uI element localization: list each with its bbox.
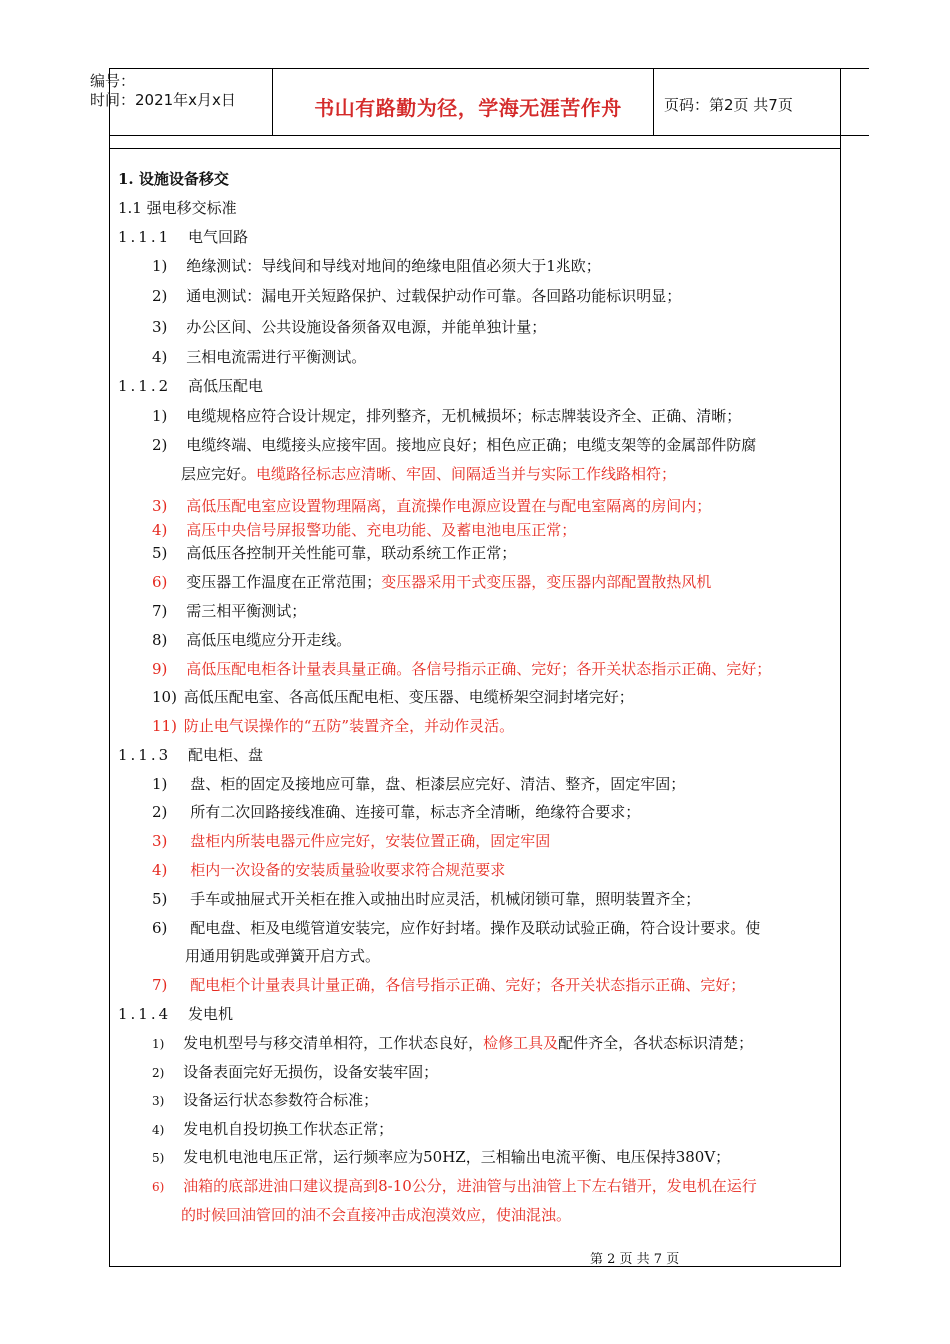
list-item-continuation: 用通用钥匙或弹簧开启方式。 <box>185 947 381 965</box>
item-number: 4) <box>152 348 168 366</box>
list-item <box>152 801 640 822</box>
list-item <box>152 1175 757 1196</box>
item-number: 6) <box>152 1180 165 1194</box>
item-text-red: 检修工具及 <box>483 1034 559 1052</box>
list-item <box>152 859 505 880</box>
item-number: 7) <box>152 602 168 620</box>
item-text: 设备表面完好无损伤，设备安装牢固； <box>183 1063 439 1081</box>
item-text: 高低压配电室、各高低压配电柜、变压器、电缆桥架空洞封堵完好； <box>183 688 634 706</box>
list-item <box>152 686 634 707</box>
list-item <box>152 405 741 426</box>
subsection-1-1: 1.1 强电移交标准 <box>118 199 237 217</box>
list-item <box>152 542 516 563</box>
item-number: 2) <box>152 803 168 821</box>
heading-number: 1.1.1 <box>118 228 172 246</box>
list-item-continuation: 的时候回油管回的油不会直接冲击成泡漠效应，使油混浊。 <box>181 1206 572 1224</box>
list-item <box>152 1118 393 1139</box>
item-text: 高压中央信号屏报警功能、充电功能、及蓄电池电压正常； <box>186 521 577 539</box>
list-item-continuation <box>181 463 676 484</box>
item-text: 电缆规格应符合设计规定，排列整齐，无机械损坏；标志牌装设齐全、正确、清晰； <box>186 407 742 425</box>
heading-text: 电气回路 <box>187 228 248 246</box>
item-number: 5) <box>152 544 168 562</box>
item-text: 发电机电池电压正常，运行频率应为50HZ，三相输出电流平衡、电压保持380V； <box>183 1148 731 1166</box>
list-item <box>152 346 366 367</box>
item-text: 变压器工作温度在正常范围； <box>186 573 382 591</box>
list-item <box>152 519 576 540</box>
item-text: 层应完好。 <box>181 465 257 483</box>
page-footer: 第 2 页 共 7 页 <box>590 1252 680 1267</box>
item-number: 4) <box>152 521 168 539</box>
section-title: 1. 设施设备移交 <box>118 170 229 188</box>
item-number: 4) <box>152 861 168 879</box>
list-item <box>152 773 685 794</box>
list-item <box>152 830 550 851</box>
heading-text: 高低压配电 <box>187 377 263 395</box>
item-text: 配电盘、柜及电缆管道安装完，应作好封堵。操作及联动试验正确，符合设计要求。使 <box>190 919 761 937</box>
heading-number: 1.1.4 <box>118 1005 172 1023</box>
list-item <box>152 974 745 995</box>
item-text: 盘柜内所装电器元件应完好，安装位置正确，固定牢固 <box>190 832 551 850</box>
item-text: 设备运行状态参数符合标准； <box>183 1091 379 1109</box>
header-meta <box>90 72 236 110</box>
list-item <box>152 629 351 650</box>
heading-1-1-3 <box>118 744 263 765</box>
item-text: 所有二次回路接线准确、连接可靠，标志齐全清晰，绝缘符合要求； <box>190 803 641 821</box>
item-number: 2) <box>152 436 168 454</box>
item-number: 8) <box>152 631 168 649</box>
item-text: 发电机型号与移交清单相符，工作状态良好， <box>183 1034 484 1052</box>
list-item <box>152 600 306 621</box>
list-item <box>152 1146 730 1167</box>
item-number: 9) <box>152 660 168 678</box>
heading-number: 1.1.3 <box>118 746 172 764</box>
list-item <box>152 316 546 337</box>
item-text: 柜内一次设备的安装质量验收要求符合规范要求 <box>190 861 506 879</box>
item-number: 3) <box>152 1094 165 1108</box>
header-motto: 书山有路勤为径，学海无涯苦作舟 <box>314 96 622 120</box>
item-number: 7) <box>152 976 168 994</box>
list-item <box>152 285 681 306</box>
list-item <box>152 917 760 938</box>
item-text: 配电柜个计量表具计量正确，各信号指示正确、完好；各开关状态指示正确、完好； <box>190 976 746 994</box>
item-text: 高低压电缆应分开走线。 <box>186 631 352 649</box>
header-page-info: 页码：第2页 共7页 <box>664 96 793 114</box>
heading-text: 配电柜、盘 <box>187 746 263 764</box>
item-number: 11) <box>152 717 177 735</box>
item-number: 3) <box>152 318 168 336</box>
heading-text: 发电机 <box>187 1005 233 1023</box>
list-item <box>152 434 756 455</box>
item-number: 5) <box>152 890 168 908</box>
item-number: 3) <box>152 497 168 515</box>
item-number: 6) <box>152 919 168 937</box>
item-text: 高低压配电室应设置物理隔离，直流操作电源应设置在与配电室隔离的房间内； <box>186 497 712 515</box>
item-text: 需三相平衡测试； <box>186 602 307 620</box>
time-label: 时间：2021年x月x日 <box>90 91 236 109</box>
item-number: 5) <box>152 1151 165 1165</box>
heading-1-1-2 <box>118 375 263 396</box>
item-text: 手车或抽屉式开关柜在推入或抽出时应灵活，机械闭锁可靠，照明装置齐全； <box>190 890 701 908</box>
list-item <box>152 495 711 516</box>
item-number: 2) <box>152 287 168 305</box>
item-number: 4) <box>152 1123 165 1137</box>
item-number: 1) <box>152 775 168 793</box>
item-text: 高低压配电柜各计量表具量正确。各信号指示正确、完好；各开关状态指示正确、完好； <box>186 660 772 678</box>
item-text: 配件齐全，各状态标识清楚； <box>558 1034 754 1052</box>
item-number: 6) <box>152 573 168 591</box>
item-text-red: 电缆路径标志应清晰、牢固、间隔适当并与实际工作线路相符； <box>256 465 677 483</box>
list-item <box>152 1061 438 1082</box>
item-number: 1) <box>152 1037 165 1051</box>
code-label: 编号： <box>90 72 136 90</box>
list-item <box>152 571 711 592</box>
item-number: 10) <box>152 688 177 706</box>
list-item <box>152 1032 753 1053</box>
item-text: 发电机自投切换工作状态正常； <box>183 1120 394 1138</box>
item-text: 电缆终端、电缆接头应接牢固。接地应良好；相色应正确；电缆支架等的金属部件防腐 <box>186 436 757 454</box>
item-text: 绝缘测试：导线间和导线对地间的绝缘电阻值必须大于1兆欧； <box>186 257 601 275</box>
item-text: 三相电流需进行平衡测试。 <box>186 348 367 366</box>
item-number: 3) <box>152 832 168 850</box>
item-number: 1) <box>152 257 168 275</box>
heading-1-1-1 <box>118 226 248 247</box>
item-text: 油箱的底部进油口建议提高到8-10公分，进油管与出油管上下左右错开，发电机在运行 <box>183 1177 757 1195</box>
heading-number: 1.1.2 <box>118 377 172 395</box>
list-item <box>152 715 514 736</box>
item-text: 办公区间、公共设施设备须备双电源，并能单独计量； <box>186 318 547 336</box>
item-number: 2) <box>152 1066 165 1080</box>
list-item <box>152 255 601 276</box>
item-text: 通电测试：漏电开关短路保护、过载保护动作可靠。各回路功能标识明显； <box>186 287 682 305</box>
item-text-red: 变压器采用干式变压器，变压器内部配置散热风机 <box>381 573 712 591</box>
list-item <box>152 888 700 909</box>
item-text: 高低压各控制开关性能可靠，联动系统工作正常； <box>186 544 517 562</box>
item-text: 盘、柜的固定及接地应可靠，盘、柜漆层应完好、清洁、整齐，固定牢固； <box>190 775 686 793</box>
list-item <box>152 1089 378 1110</box>
heading-1-1-4 <box>118 1003 233 1024</box>
item-number: 1) <box>152 407 168 425</box>
item-text: 防止电气误操作的“五防”装置齐全，并动作灵活。 <box>183 717 515 735</box>
list-item <box>152 658 771 679</box>
